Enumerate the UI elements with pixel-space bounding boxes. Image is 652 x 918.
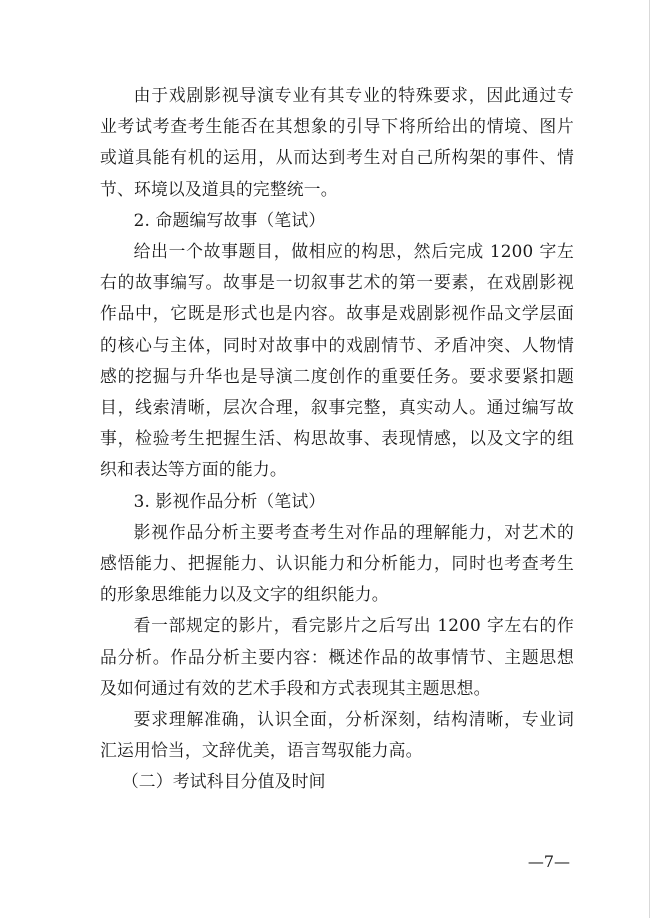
- paragraph-intro: 由于戏剧影视导演专业有其专业的特殊要求，因此通过专业考试考查考生能否在其想象的引导下将所给出的情境、图片或道具能有机的运用，从而达到考生对自己所构架的事件、情节、环境以及道具的完整统一。: [100, 85, 574, 199]
- paragraph-requirements: 要求理解准确，认识全面，分析深刻，结构清晰，专业词汇运用恰当，文辞优美，语言驾驭能力高。: [100, 709, 574, 761]
- section-heading-film-analysis: 3. 影视作品分析（笔试）: [133, 490, 326, 511]
- section-heading-story-writing: 2. 命题编写故事（笔试）: [133, 209, 326, 230]
- paragraph-story-writing: 给出一个故事题目，做相应的构思，然后完成 1200 字左右的故事编写。故事是一切叙事艺术的第一要素，在戏剧影视作品中，它既是形式也是内容。故事是戏剧影视作品文学层面的核心与主体，同时对故事中的戏剧情节、矛盾冲突、人物情感的挖掘与升华也是导演二度创作的重要任务。要求要紧扣题目，线索清晰，层次合理，叙事完整，真实动人。通过编写故事，检验考生把握生活、构思故事、表现情感，以及文字的组织和表达等方面的能力。: [100, 241, 574, 480]
- page-number: —7—: [527, 852, 570, 871]
- document-body: [100, 80, 574, 798]
- page-edge-divider: [649, 0, 650, 918]
- paragraph-film-analysis-task: 看一部规定的影片，看完影片之后写出 1200 字左右的作品分析。作品分析主要内容：概述作品的故事情节、主题思想及如何通过有效的艺术手段和方式表现其主题思想。: [100, 615, 574, 698]
- paragraph-film-analysis: 影视作品分析主要考查考生对作品的理解能力，对艺术的感悟能力、把握能力、认识能力和分析能力，同时也考查考生的形象思维能力以及文字的组织能力。: [100, 521, 574, 605]
- subsection-heading-scores-and-time: （二）考试科目分值及时间: [121, 771, 326, 792]
